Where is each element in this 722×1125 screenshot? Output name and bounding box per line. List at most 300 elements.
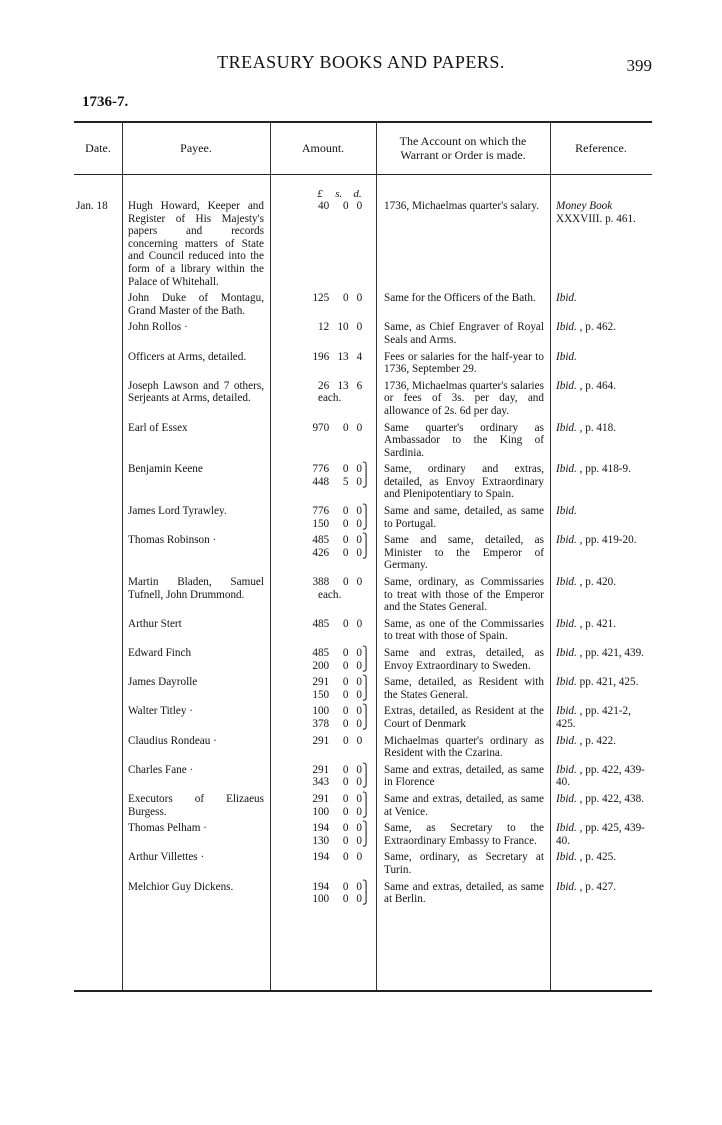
row-date: [74, 422, 122, 460]
pounds-value: 125: [312, 292, 330, 305]
page-number: 399: [626, 56, 652, 75]
row-payee: Charles Fane ·: [128, 763, 194, 776]
row-reference: [550, 351, 652, 376]
row-payee: Thomas Pelham ·: [128, 822, 207, 835]
table-row: [74, 793, 652, 818]
reference-source: Ibid.: [556, 421, 577, 434]
row-payee: Edward Finch: [128, 647, 192, 659]
row-account: Same and extras, detailed, as same in Florence: [384, 763, 544, 789]
amount-line: [304, 735, 370, 748]
row-payee: Martin Bladen, Samuel Tufnell, John Drummond.: [128, 576, 264, 601]
pence-value: 0: [356, 200, 363, 212]
amount-line: [304, 505, 370, 518]
table-header-rule: [74, 174, 652, 175]
pounds-value: 12: [318, 321, 330, 334]
amount-line: [304, 476, 370, 489]
table-row: [74, 735, 652, 760]
pounds-value: 343: [312, 776, 330, 789]
row-payee: Walter Titley ·: [128, 705, 193, 718]
brace-value: ⎫: [362, 792, 371, 805]
shillings-value: 0: [342, 717, 349, 730]
reference-pages: , p. 425.: [576, 851, 616, 864]
shillings-value: 0: [342, 822, 349, 835]
reference-pages: , pp. 419-20.: [576, 534, 637, 547]
row-account: Same, ordinary and extras, detailed, as Envoy Extraordinary and Plenipotentiary to Spain.: [384, 463, 544, 501]
shillings-value: 0: [342, 659, 349, 672]
row-date: [74, 705, 122, 730]
row-date: [74, 793, 122, 818]
pence-value: 0: [356, 893, 362, 906]
row-amount: [270, 576, 376, 614]
pence-value: 0: [356, 676, 362, 689]
row-amount: [270, 463, 376, 501]
reference-source: Ibid.: [556, 822, 577, 835]
table-row: [74, 534, 652, 572]
shillings-value: 0: [343, 200, 349, 212]
column-header-reference: Reference.: [575, 141, 627, 155]
pence-value: 0: [356, 546, 362, 559]
reference-source: Ibid.: [556, 292, 577, 305]
shillings-value: 0: [343, 617, 349, 630]
shillings-value: 0: [342, 763, 349, 776]
table-row: [74, 764, 652, 789]
reference-source: Money Book: [556, 200, 613, 212]
pence-value: 0: [356, 517, 362, 530]
pounds-value: 448: [312, 475, 330, 488]
row-reference: [550, 735, 652, 760]
reference-source: Ibid.: [556, 321, 577, 334]
pounds-value: 194: [312, 851, 330, 864]
pounds-value: 200: [312, 659, 330, 672]
row-reference: [550, 576, 652, 614]
row-date: [74, 822, 122, 847]
shillings-value: 0: [343, 734, 349, 747]
pence-value: 0: [356, 292, 363, 305]
row-account: Same, as Secretary to the Extraordinary Embassy to France.: [384, 822, 544, 847]
brace-value: ⎫: [362, 534, 371, 547]
row-amount: [270, 822, 376, 847]
shillings-value: 0: [343, 851, 349, 864]
row-account: Same and extras, detailed, as Envoy Extraordinary to Sweden.: [384, 647, 544, 672]
pence-value: 0: [356, 576, 363, 589]
brace-value: ⎭: [362, 688, 371, 701]
row-date: [74, 647, 122, 672]
row-account: Same and same, detailed, as Minister to the Emperor of Germany.: [384, 534, 544, 572]
brace-value: [362, 576, 370, 589]
row-amount: [270, 705, 376, 730]
row-reference: [550, 618, 652, 643]
pounds-value: 130: [312, 834, 330, 847]
row-date: [74, 463, 122, 501]
reference-pages: , p. 427.: [576, 880, 616, 893]
reference-source: Ibid.: [556, 734, 577, 747]
table-row: [74, 618, 652, 643]
row-amount: [270, 618, 376, 643]
amount-line: [304, 380, 370, 393]
amount-line: [304, 705, 370, 718]
pounds-value: 291: [312, 792, 330, 805]
reference-source: Ibid.: [556, 676, 577, 689]
amount-line: [304, 893, 370, 906]
pence-value: 0: [356, 851, 363, 864]
amount-line: [304, 647, 370, 660]
reference-pages: , p. 464.: [576, 379, 616, 392]
brace-value: ⎭: [362, 517, 371, 530]
row-payee: Thomas Robinson ·: [128, 534, 217, 547]
reference-pages: , pp. 418-9.: [576, 463, 631, 476]
shillings-value: 10: [337, 321, 349, 334]
row-amount: [270, 200, 376, 288]
pounds-value: 26: [318, 379, 330, 392]
pounds-value: 194: [312, 880, 330, 893]
pence-value: 0: [356, 421, 363, 434]
shillings-value: 0: [342, 505, 349, 518]
brace-value: [362, 351, 370, 364]
column-header-payee: Payee.: [180, 141, 212, 155]
brace-value: [362, 200, 370, 213]
reference-source: Ibid.: [556, 617, 577, 630]
amount-line: [304, 292, 370, 305]
row-account: Same for the Officers of the Bath.: [384, 292, 536, 305]
row-reference: [550, 676, 652, 701]
row-amount: [270, 735, 376, 760]
shillings-value: 0: [343, 292, 349, 305]
row-date: [74, 576, 122, 614]
reference-source: Ibid.: [556, 379, 577, 392]
pence-value: 0: [356, 822, 362, 835]
row-amount: [270, 422, 376, 460]
brace-value: ⎫: [362, 763, 371, 776]
table-bottom-rule: [74, 990, 652, 992]
table-row: [74, 676, 652, 701]
pence-value: 0: [356, 717, 362, 730]
row-account: Same quarter's ordinary as Ambassador to the King of Sardinia.: [384, 421, 544, 459]
shillings-value: 0: [342, 834, 349, 847]
brace-value: ⎫: [362, 822, 371, 835]
amount-line: [304, 793, 370, 806]
row-reference: [550, 505, 652, 530]
brace-value: ⎭: [362, 475, 371, 488]
pounds-value: 291: [312, 734, 330, 747]
row-payee: Arthur Stert: [128, 617, 182, 630]
pence-value: 0: [356, 792, 362, 805]
amount-line: [304, 764, 370, 777]
brace-value: [362, 380, 370, 393]
amount-line: [304, 660, 370, 673]
brace-value: ⎭: [362, 834, 371, 847]
amount-line: [304, 689, 370, 702]
row-amount: [270, 505, 376, 530]
row-amount: [270, 351, 376, 376]
row-date: [74, 292, 122, 317]
running-title: TREASURY BOOKS AND PAPERS.: [217, 52, 505, 72]
column-header-date: Date.: [85, 141, 111, 155]
table-row: [74, 351, 652, 376]
pounds-value: 196: [312, 350, 330, 363]
row-reference: [550, 647, 652, 672]
row-payee: Benjamin Keene: [128, 463, 203, 476]
row-amount: [270, 647, 376, 672]
shillings-value: 0: [342, 893, 349, 906]
row-amount: [270, 676, 376, 701]
row-reference: [550, 292, 652, 317]
pence-value: 0: [356, 763, 362, 776]
amount-line: [304, 518, 370, 531]
shillings-value: 13: [337, 379, 349, 392]
table-row: [74, 200, 652, 288]
row-account: Same and same, detailed, as same to Portugal.: [384, 505, 544, 530]
row-account: Michaelmas quarter's ordinary as Resident with the Czarina.: [384, 734, 544, 760]
table-row: [74, 321, 652, 346]
shillings-value: 0: [343, 576, 349, 589]
row-reference: [550, 793, 652, 818]
row-payee: Melchior Guy Dickens.: [128, 880, 234, 893]
pence-value: 4: [356, 350, 363, 363]
row-date: [74, 380, 122, 418]
reference-source: Ibid.: [556, 763, 577, 776]
pence-value: 0: [356, 688, 362, 701]
row-account: Same, ordinary, as Commissaries to treat with those of the Emperor and the States General.: [384, 576, 544, 614]
reference-pages: , p. 420.: [576, 576, 616, 589]
row-reference: [550, 881, 652, 906]
pence-value: 0: [356, 805, 362, 818]
pence-value: 0: [356, 617, 363, 630]
reference-source: Ibid.: [556, 705, 577, 718]
pounds-value: 776: [312, 505, 330, 518]
row-account: 1736, Michaelmas quarter's salaries or fees of 3s. per day, and allowance of 2s. 6d per day.: [384, 379, 544, 417]
row-reference: [550, 380, 652, 418]
shillings-value: 0: [342, 776, 349, 789]
row-account: Same and extras, detailed, as same at Berlin.: [384, 880, 544, 906]
row-payee: Hugh Howard, Keeper and Register of His Majesty's papers and records concerning matters of State and Council reduced into the form of a library within the Palace of Whitehall.: [128, 200, 264, 288]
row-amount: [270, 292, 376, 317]
amount-each-note: each.: [318, 392, 342, 405]
row-account: Extras, detailed, as Resident at the Court of Denmark: [384, 705, 544, 730]
shillings-value: 0: [342, 534, 349, 547]
pence-value: 0: [356, 705, 362, 718]
brace-value: ⎫: [362, 647, 371, 659]
row-date: [74, 735, 122, 760]
brace-value: [362, 851, 370, 864]
pence-value: 0: [356, 321, 363, 334]
column-header-account: The Account on which the Warrant or Order is made.: [399, 134, 527, 162]
pence-value: 0: [356, 659, 362, 672]
brace-value: ⎫: [362, 880, 371, 893]
row-amount: [270, 851, 376, 876]
pounds-value: 426: [312, 546, 330, 559]
pounds-value: 378: [312, 717, 330, 730]
shillings-value: 0: [342, 792, 349, 805]
pence-value: 0: [356, 463, 362, 476]
shillings-value: 0: [342, 647, 349, 659]
row-reference: [550, 851, 652, 876]
shillings-unit: s.: [335, 188, 343, 200]
brace-value: [362, 321, 370, 334]
table-row: [74, 292, 652, 317]
row-payee: James Lord Tyrawley.: [128, 505, 227, 518]
table-row: [74, 881, 652, 906]
amount-each-note: each.: [318, 588, 342, 601]
row-payee: Executors of Elizaeus Burgess.: [128, 792, 264, 818]
reference-source: Ibid.: [556, 350, 577, 363]
reference-pages: , pp. 421-2, 425.: [556, 705, 631, 730]
reference-source: Ibid.: [556, 792, 577, 805]
reference-source: Ibid.: [556, 647, 577, 659]
reference-pages: , pp. 425, 439-40.: [556, 822, 645, 847]
pounds-value: 291: [312, 763, 330, 776]
row-reference: [550, 705, 652, 730]
amount-line: [304, 534, 370, 547]
row-date: [74, 534, 122, 572]
table-body: [74, 200, 652, 910]
reference-source: Ibid.: [556, 880, 577, 893]
amount-line: [304, 321, 370, 334]
row-account: Same, detailed, as Resident with the States General.: [384, 676, 544, 701]
row-reference: [550, 200, 652, 288]
pence-value: 0: [356, 834, 362, 847]
pounds-value: 150: [312, 517, 330, 530]
amount-line: [304, 776, 370, 789]
reference-pages: , p. 462.: [576, 321, 616, 334]
row-date: [74, 851, 122, 876]
pounds-unit: £: [317, 188, 323, 200]
reference-source: Ibid.: [556, 851, 577, 864]
amount-line: [304, 822, 370, 835]
row-amount: [270, 764, 376, 789]
row-payee: Earl of Essex: [128, 421, 188, 434]
reference-pages: , pp. 422, 439-40.: [556, 763, 645, 789]
pence-unit: d.: [353, 188, 362, 200]
brace-value: ⎫: [362, 505, 371, 518]
row-payee: James Dayrolle: [128, 676, 198, 689]
reference-source: Ibid.: [556, 534, 577, 547]
shillings-value: 0: [342, 546, 349, 559]
pounds-value: 150: [312, 688, 330, 701]
reference-pages: , p. 418.: [576, 421, 616, 434]
amount-line: [304, 806, 370, 819]
row-date: [74, 505, 122, 530]
brace-value: [362, 618, 370, 631]
pounds-value: 291: [312, 676, 330, 689]
row-amount: [270, 793, 376, 818]
currency-units: [312, 188, 366, 200]
shillings-value: 0: [342, 805, 349, 818]
row-amount: [270, 321, 376, 346]
pence-value: 0: [356, 776, 362, 789]
reference-source: Ibid.: [556, 505, 577, 518]
amount-line: [304, 618, 370, 631]
shillings-value: 5: [342, 475, 349, 488]
table-row: [74, 822, 652, 847]
amount-line: [304, 422, 370, 435]
brace-value: ⎫: [362, 705, 371, 718]
reference-pages: pp. 421, 425.: [576, 676, 639, 689]
brace-value: ⎫: [362, 676, 371, 689]
row-date: [74, 618, 122, 643]
year-heading: 1736-7.: [82, 94, 129, 110]
row-payee: Joseph Lawson and 7 others, Serjeants at Arms, detailed.: [128, 379, 264, 405]
amount-line: [304, 200, 370, 213]
amount-line: [304, 718, 370, 731]
pence-value: 0: [356, 534, 362, 547]
row-reference: [550, 422, 652, 460]
column-header-amount: Amount.: [301, 141, 345, 155]
pounds-value: 100: [312, 705, 330, 718]
brace-value: [362, 292, 370, 305]
row-amount: [270, 534, 376, 572]
pence-value: 0: [356, 647, 362, 659]
row-account: Fees or salaries for the half-year to 1736, September 29.: [384, 350, 544, 376]
shillings-value: 0: [342, 688, 349, 701]
table-row: [74, 463, 652, 501]
brace-value: ⎭: [362, 776, 371, 789]
row-account: 1736, Michaelmas quarter's salary.: [384, 200, 540, 212]
pounds-value: 194: [312, 822, 330, 835]
brace-value: [362, 735, 370, 748]
row-date: Jan. 18: [76, 200, 108, 212]
row-account: Same, as one of the Commissaries to treat with those of Spain.: [384, 617, 544, 643]
brace-value: ⎭: [362, 659, 371, 672]
reference-pages: , pp. 421, 439.: [576, 647, 644, 659]
pounds-value: 485: [312, 534, 330, 547]
brace-value: ⎭: [362, 717, 371, 730]
pounds-value: 485: [312, 647, 330, 659]
reference-pages: , p. 421.: [576, 617, 616, 630]
reference-pages: XXXVIII. p. 461.: [556, 212, 636, 225]
row-amount: [270, 881, 376, 906]
pounds-value: 100: [312, 805, 330, 818]
reference-source: Ibid.: [556, 576, 577, 589]
pence-value: 0: [356, 505, 362, 518]
brace-value: ⎭: [362, 546, 371, 559]
brace-value: ⎭: [362, 805, 371, 818]
pence-value: 0: [356, 734, 363, 747]
shillings-value: 0: [343, 421, 349, 434]
brace-value: ⎭: [362, 893, 371, 906]
pounds-value: 776: [312, 463, 330, 476]
pence-value: 0: [356, 475, 362, 488]
shillings-value: 13: [337, 350, 349, 363]
table-row: [74, 422, 652, 460]
brace-value: [362, 422, 370, 435]
row-reference: [550, 321, 652, 346]
reference-pages: , pp. 422, 438.: [576, 792, 644, 805]
shillings-value: 0: [342, 705, 349, 718]
row-account: Same, as Chief Engraver of Royal Seals and Arms.: [384, 321, 544, 346]
shillings-value: 0: [342, 463, 349, 476]
row-date: [74, 321, 122, 346]
table-row: [74, 851, 652, 876]
row-payee: John Duke of Montagu, Grand Master of the Bath.: [128, 292, 264, 317]
amount-line: [304, 676, 370, 689]
row-reference: [550, 764, 652, 789]
amount-line: [304, 851, 370, 864]
pounds-value: 40: [318, 200, 330, 212]
row-account: Same, ordinary, as Secretary at Turin.: [384, 851, 544, 876]
row-reference: [550, 463, 652, 501]
row-date: [74, 881, 122, 906]
row-payee: John Rollos ·: [128, 321, 188, 334]
shillings-value: 0: [342, 676, 349, 689]
row-date: [74, 676, 122, 701]
brace-value: ⎫: [362, 463, 371, 476]
shillings-value: 0: [342, 517, 349, 530]
amount-line: [304, 835, 370, 848]
row-reference: [550, 534, 652, 572]
table-row: [74, 705, 652, 730]
amount-line: [304, 547, 370, 560]
page-header: [0, 52, 722, 78]
